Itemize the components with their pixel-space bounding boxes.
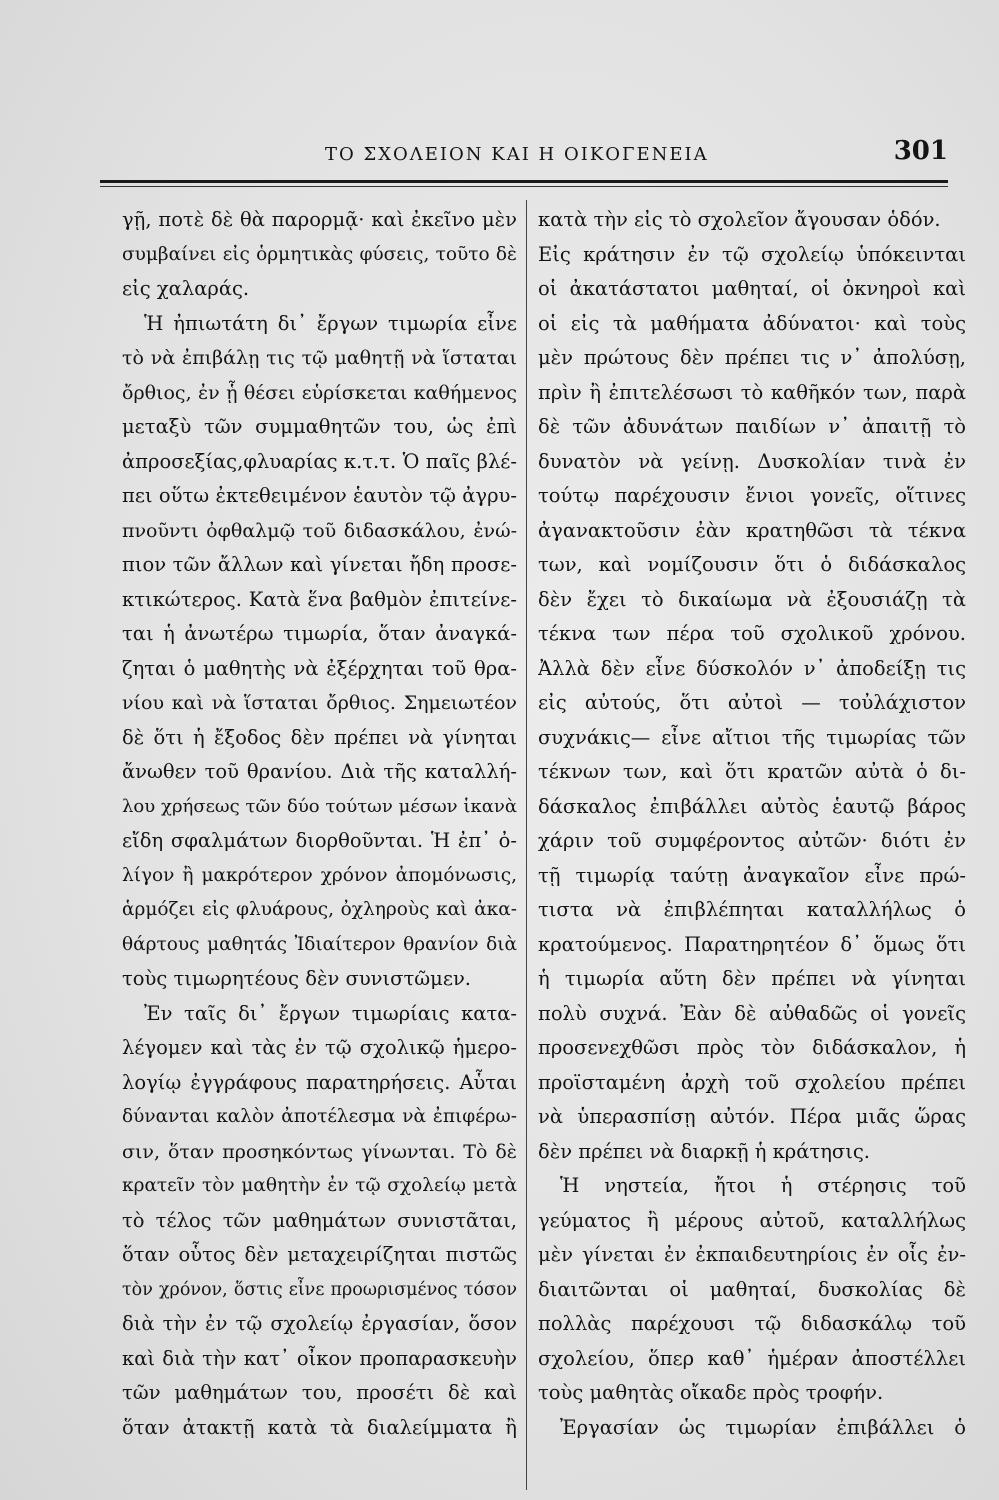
column-divider — [526, 200, 527, 1490]
text-line: τούτῳ παρέχουσιν ἔνιοι γονεῖς, οἵτινες — [538, 484, 966, 507]
text-line: κτικώτερος. Κατὰ ἕνα βαθμὸν ἐπιτείνε- — [122, 587, 517, 611]
text-line: νὰ ὑπερασπίσῃ αὐτόν. Πέρα μιᾶς ὥρας — [538, 1105, 966, 1128]
text-line: δάσκαλος ἐπιβάλλει αὐτὸς ἑαυτῷ βάρος — [538, 794, 966, 818]
text-line: Ἡ ἠπιωτάτη δι᾽ ἔργων τιμωρία εἶνε — [144, 311, 517, 335]
text-line: σιν, ὅταν προσηκόντως γίνωνται. Τὸ δὲ — [122, 1140, 517, 1163]
text-line: μεταξὺ τῶν συμμαθητῶν του, ὡς ἐπὶ — [122, 415, 517, 438]
text-line: λέγομεν καὶ τὰς ἐν τῷ σχολικῷ ἡμερο- — [122, 1036, 517, 1059]
text-line: ἁρμόζει εἰς φλυάρους, ὀχληροὺς καὶ ἀκα- — [122, 899, 517, 920]
text-line: ται ἡ ἀνωτέρω τιμωρία, ὅταν ἀναγκά- — [122, 622, 517, 645]
text-line: ἀπροσεξίας,φλυαρίας κ.τ.τ. Ὁ παῖς βλέ- — [122, 449, 517, 473]
text-line: συμβαίνει εἰς ὁρμητικὰς φύσεις, τοῦτο δὲ — [122, 243, 517, 265]
text-line: τιστα νὰ ἐπιβλέπηται καταλλήλως ὁ — [538, 898, 966, 921]
text-line: τέκνων των, καὶ ὅτι κρατῶν αὐτὰ ὁ δι- — [538, 760, 966, 783]
text-line: τοὺς τιμωρητέους δὲν συνιστῶμεν. — [122, 967, 472, 990]
text-line: δυνατὸν νὰ γείνῃ. Δυσκολίαν τινὰ ἐν — [538, 449, 966, 473]
running-title: ΤΟ ΣΧΟΛΕΙΟΝ ΚΑΙ Η ΟΙΚΟΓΕΝΕΙΑ — [325, 144, 709, 165]
text-line: δὲ ὅτι ἡ ἔξοδος δὲν πρέπει νὰ γίνηται — [122, 725, 517, 749]
text-line: διὰ τὴν ἐν τῷ σχολείῳ ἐργασίαν, ὅσον — [122, 1312, 517, 1335]
text-line: Ἐν ταῖς δι᾽ ἔργων τιμωρίαις κατα- — [144, 1001, 517, 1025]
text-line: συχνάκις— εἶνε αἴτιοι τῆς τιμωρίας τῶν — [538, 725, 966, 749]
text-line: λίγον ἢ μακρότερον χρόνον ἀπομόνωσις, — [122, 864, 517, 886]
page-number: 301 — [893, 136, 948, 166]
text-line: τοὺς μαθητὰς οἴκαδε πρὸς τροφήν. — [538, 1381, 884, 1404]
text-line: πει οὕτω ἐκτεθειμένον ἑαυτὸν τῷ ἀγρυ- — [122, 484, 517, 507]
text-line: δὲν ἔχει τὸ δικαίωμα νὰ ἐξουσιάζῃ τὰ — [538, 587, 966, 611]
text-line: κρατεῖν τὸν μαθητὴν ἐν τῷ σχολείῳ μετὰ — [122, 1175, 517, 1196]
left-column — [122, 203, 517, 1445]
text-line: εἴδη σφαλμάτων διορθοῦνται. Ἡ ἐπ᾽ ὀ- — [122, 829, 517, 852]
text-line: οἱ εἰς τὰ μαθήματα ἀδύνατοι· καὶ τοὺς — [538, 311, 966, 335]
text-line: γῇ, ποτὲ δὲ θὰ παρορμᾷ· καὶ ἐκεῖνο μὲν — [122, 208, 517, 231]
text-line: προσενεχθῶσι πρὸς τὸν διδάσκαλον, ἡ — [538, 1036, 966, 1059]
text-line: κατὰ τὴν εἰς τὸ σχολεῖον ἄγουσαν ὁδόν. — [538, 208, 941, 231]
text-line: των, καὶ νομίζουσιν ὅτι ὁ διδάσκαλος — [538, 553, 966, 576]
text-line: πρὶν ἢ ἐπιτελέσωσι τὸ καθῆκόν των, παρὰ — [538, 380, 966, 404]
text-line: εἰς αὐτούς, ὅτι αὐτοὶ — τοὐλάχιστον — [538, 691, 966, 714]
text-line: μὲν γίνεται ἐν ἐκπαιδευτηρίοις ἐν οἷς ἐν- — [538, 1243, 966, 1266]
text-line: τῇ τιμωρίᾳ ταύτῃ ἀναγκαῖον εἶνε πρώ- — [538, 863, 966, 887]
page-header — [100, 136, 948, 172]
text-line: πολὺ συχνά. Ἐὰν δὲ αὐθαδῶς οἱ γονεῖς — [538, 1001, 966, 1025]
text-line: τὸν χρόνον, ὅστις εἶνε προωρισμένος τόσον — [122, 1279, 517, 1300]
text-line: οἱ ἀκατάστατοι μαθηταί, οἱ ὀκνηροὶ καὶ — [538, 277, 966, 300]
text-line: νίου καὶ νὰ ἵσταται ὄρθιος. Σημειωτέον — [122, 692, 517, 714]
text-line: πνοῦντι ὀφθαλμῷ τοῦ διδασκάλου, ἐνώ- — [122, 519, 517, 542]
text-line: ὄρθιος, ἐν ᾗ θέσει εὑρίσκεται καθήμενος — [122, 381, 517, 404]
text-line: ὅταν οὗτος δὲν μεταχειρίζηται πιστῶς — [122, 1243, 517, 1266]
text-line: τῶν μαθημάτων του, προσέτι δὲ καὶ — [122, 1381, 517, 1404]
text-line: δὲν πρέπει νὰ διαρκῇ ἡ κράτησις. — [538, 1139, 870, 1163]
header-rule — [100, 180, 948, 183]
text-line: σχολείου, ὅπερ καθ᾽ ἡμέραν ἀποστέλλει — [538, 1346, 966, 1370]
text-line: εἰς χαλαράς. — [122, 277, 250, 300]
text-line: Ἡ νηστεία, ἤτοι ἡ στέρησις τοῦ — [560, 1174, 966, 1197]
header-rule-thin — [100, 186, 948, 187]
text-line: λογίῳ ἐγγράφους παρατηρήσεις. Αὗται — [122, 1070, 517, 1094]
text-line: καὶ διὰ τὴν κατ᾽ οἶκον προπαρασκευὴν — [122, 1346, 517, 1370]
text-line: δὲ τῶν ἀδυνάτων παιδίων ν᾽ ἀπαιτῇ τὸ — [538, 415, 966, 438]
text-line: ζηται ὁ μαθητὴς νὰ ἐξέρχηται τοῦ θρα- — [122, 656, 517, 680]
text-line: ἡ τιμωρία αὕτη δὲν πρέπει νὰ γίνηται — [538, 967, 966, 990]
text-line: θάρτους μαθητάς Ἰδιαίτερον θρανίον διὰ — [122, 933, 517, 955]
text-line: ὅταν ἀτακτῇ κατὰ τὰ διαλείμματα ἢ — [122, 1415, 517, 1439]
text-line: Εἰς κράτησιν ἐν τῷ σχολείῳ ὑπόκεινται — [538, 242, 966, 266]
text-line: κρατούμενος. Παρατηρητέον δ᾽ ὅμως ὅτι — [538, 932, 966, 956]
text-line: μὲν πρώτους δὲν πρέπει τις ν᾽ ἀπολύσῃ, — [538, 346, 966, 369]
text-line: Ἀλλὰ δὲν εἶνε δύσκολόν ν᾽ ἀποδείξῃ τις — [538, 656, 966, 680]
text-line: πιον τῶν ἄλλων καὶ γίνεται ἤδη προσε- — [122, 553, 517, 576]
text-line: τὸ νὰ ἐπιβάλῃ τις τῷ μαθητῇ νὰ ἵσταται — [122, 347, 517, 369]
text-line: τὸ τέλος τῶν μαθημάτων συνιστᾶται, — [122, 1208, 517, 1232]
text-line: Ἐργασίαν ὡς τιμωρίαν ἐπιβάλλει ὁ — [560, 1415, 966, 1439]
text-line: γεύματος ἢ μέρους αὐτοῦ, καταλλήλως — [538, 1208, 966, 1232]
text-line: χάριν τοῦ συμφέροντος αὐτῶν· διότι ἐν — [538, 829, 966, 852]
text-line: τέκνα των πέρα τοῦ σχολικοῦ χρόνου. — [538, 622, 966, 645]
text-line: διαιτῶνται οἱ μαθηταί, δυσκολίας δὲ — [538, 1277, 966, 1301]
text-line: λου χρήσεως τῶν δύο τούτων μέσων ἱκανὰ — [122, 795, 517, 817]
text-line: ἀγανακτοῦσιν ἐὰν κρατηθῶσι τὰ τέκνα — [538, 518, 966, 542]
text-line: ἄνωθεν τοῦ θρανίου. Διὰ τῆς καταλλή- — [122, 760, 517, 783]
right-column — [538, 203, 966, 1445]
text-line: προϊσταμένη ἀρχὴ τοῦ σχολείου πρέπει — [538, 1070, 966, 1094]
text-line: πολλὰς παρέχουσι τῷ διδασκάλῳ τοῦ — [538, 1312, 966, 1335]
text-line: δύνανται καλὸν ἀποτέλεσμα νὰ ἐπιφέρω- — [122, 1106, 517, 1127]
